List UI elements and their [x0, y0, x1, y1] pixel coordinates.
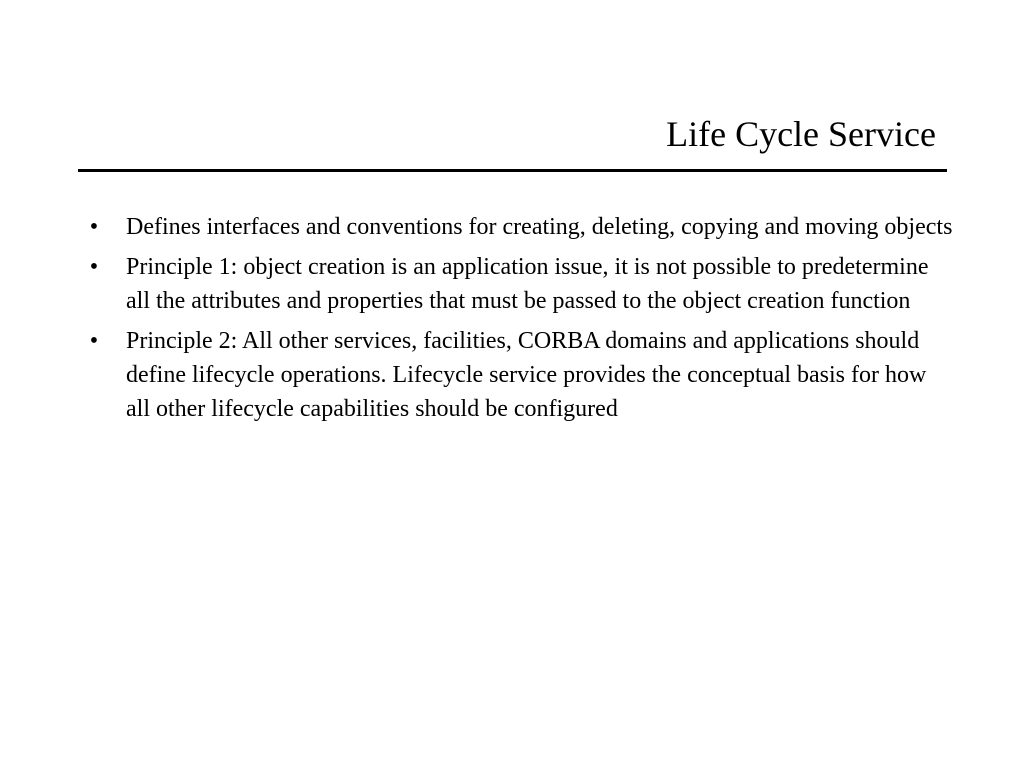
bullet-item	[84, 210, 954, 244]
bullet-item	[84, 324, 954, 426]
title-underline	[78, 169, 947, 172]
bullet-icon: •	[89, 254, 99, 280]
bullet-text: Principle 1: object creation is an application issue, it is not possible to predetermine all the attributes and properties that must be passed to the object creation function	[126, 254, 929, 314]
bullet-text: Defines interfaces and conventions for creating, deleting, copying and moving objects	[126, 214, 953, 240]
bullet-icon: •	[89, 328, 99, 354]
bullet-text: Principle 2: All other services, facilities, CORBA domains and applications should define lifecycle operations. Lifecycle service provides the conceptual basis for how all other lifecycle capabilities should be configured	[126, 328, 927, 422]
bullet-item	[84, 250, 954, 318]
bullet-icon: •	[89, 214, 99, 240]
bullet-list	[84, 210, 954, 432]
slide-title: Life Cycle Service	[666, 114, 936, 154]
